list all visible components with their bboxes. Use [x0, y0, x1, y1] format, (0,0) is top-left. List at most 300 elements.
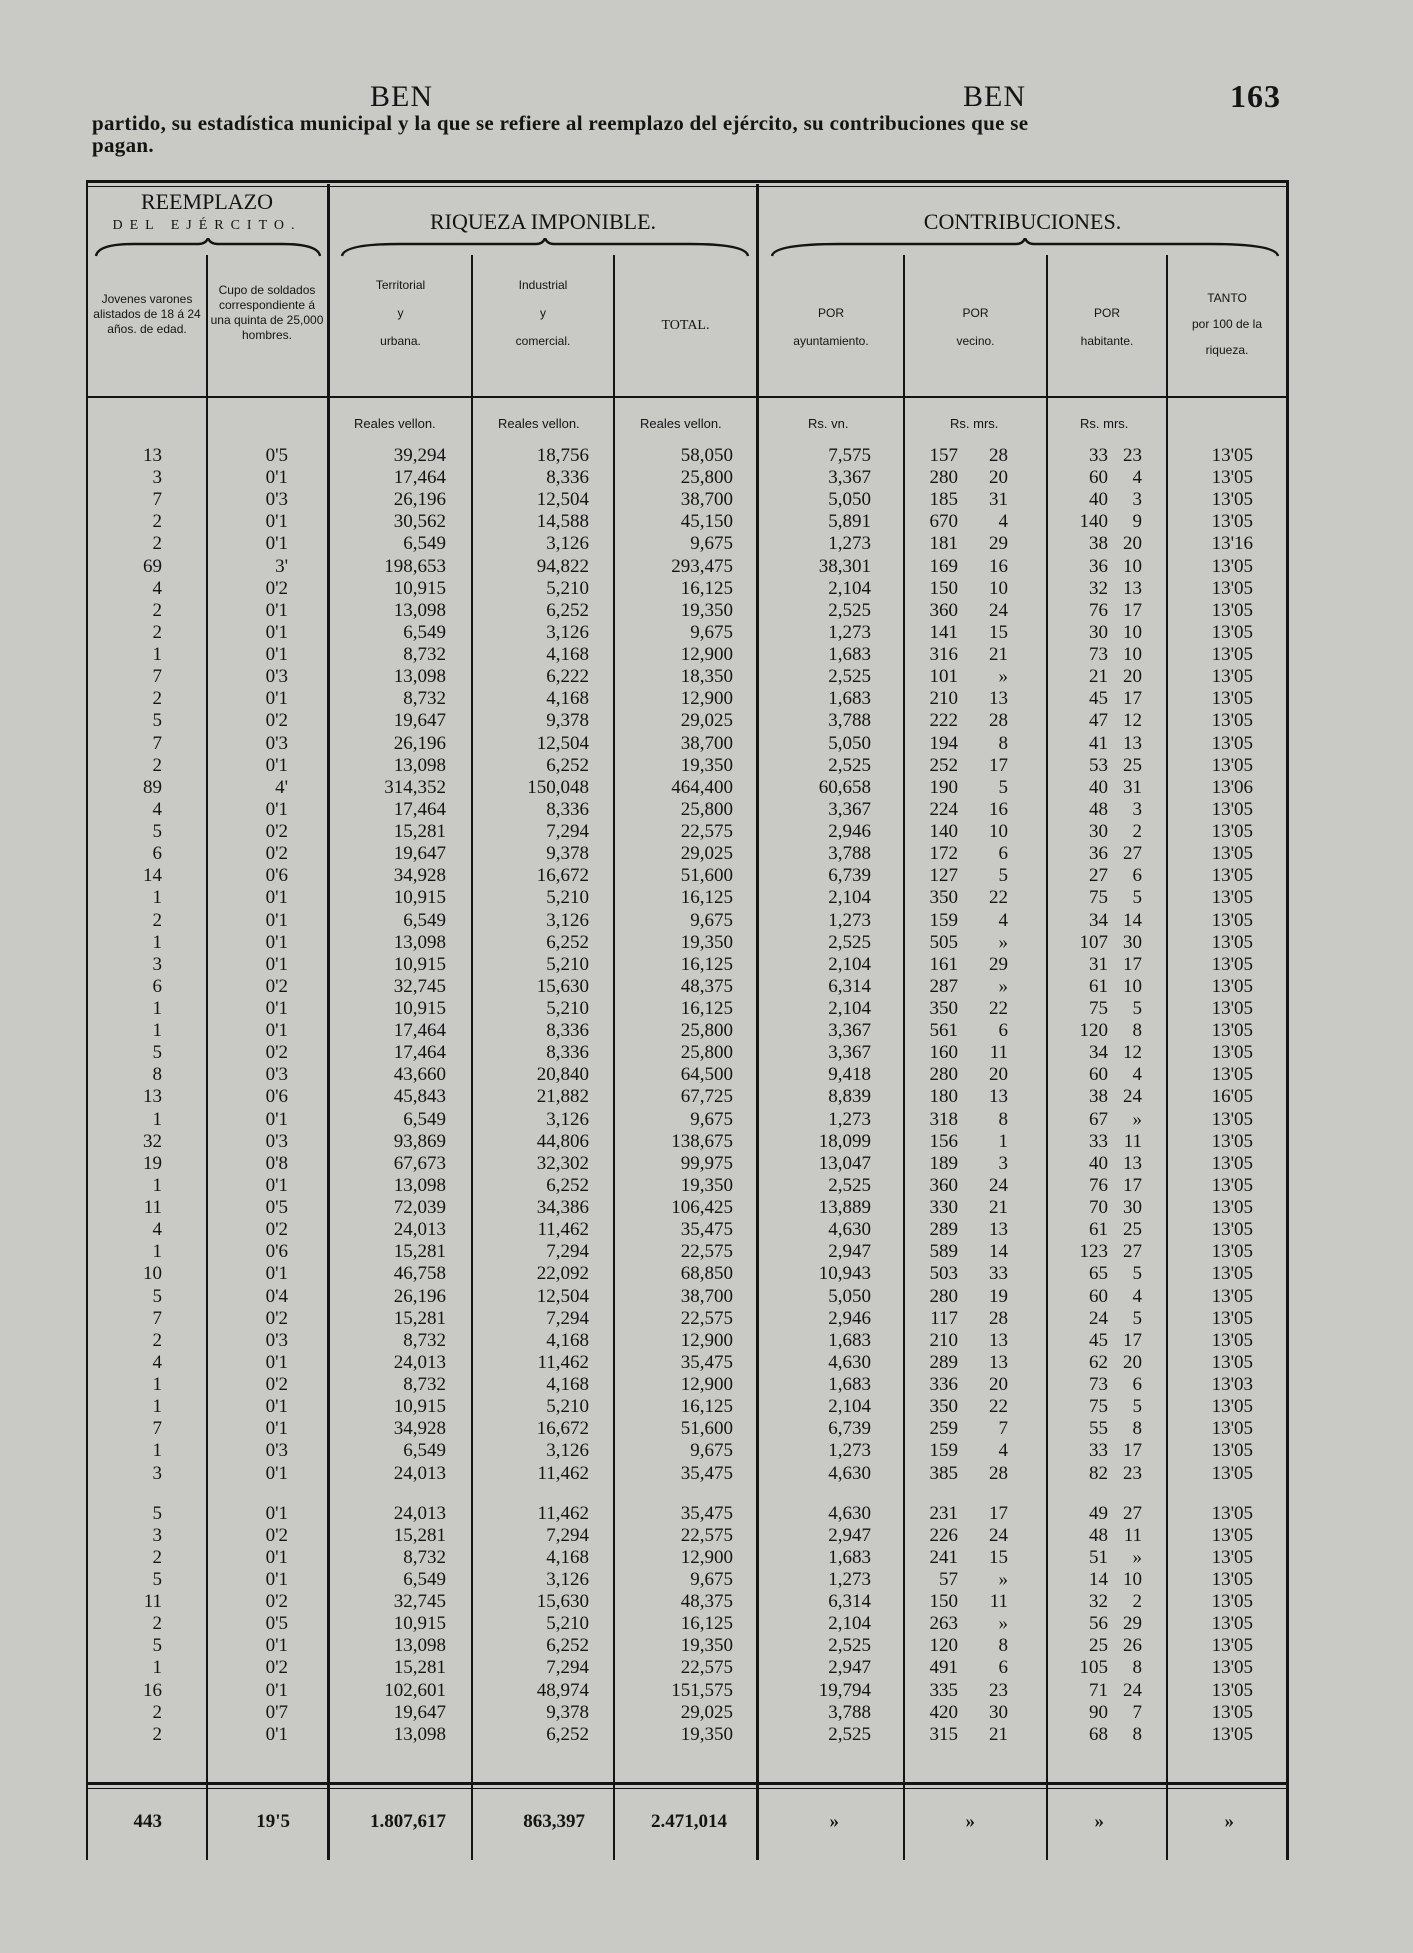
cell-industrial: 3,126 — [546, 1440, 589, 1462]
cell-tanto: 13'05 — [1211, 821, 1253, 843]
cell-cupo: 0'6 — [265, 1086, 288, 1108]
cell-jovenes: 2 — [152, 533, 162, 555]
cell-vecino-rs: 57 — [939, 1569, 958, 1590]
cell-territorial: 26,196 — [393, 732, 446, 754]
cell-vecino-rs: 589 — [929, 1241, 958, 1263]
cell-vecino-rs: 160 — [929, 1042, 958, 1064]
cell-jovenes: 1 — [152, 1440, 162, 1462]
cell-habitante-rs: 34 — [1089, 1042, 1108, 1064]
cell-total: 25,800 — [680, 1042, 733, 1064]
cell-jovenes: 2 — [152, 754, 162, 776]
cell-vecino-rs: 140 — [929, 821, 958, 843]
cell-total: 58,050 — [680, 445, 733, 466]
cell-vecino-rs: 101 — [929, 666, 958, 688]
cell-total: 9,675 — [690, 909, 733, 931]
cell-jovenes: 7 — [152, 1307, 162, 1329]
cell-habitante-mrs: 3 — [1132, 489, 1142, 511]
cell-ayuntamiento: 1,683 — [828, 1329, 871, 1351]
cell-tanto: 13'05 — [1211, 621, 1253, 643]
cell-vecino-rs: 157 — [929, 445, 958, 466]
cell-cupo: 0'1 — [265, 599, 288, 621]
cell-vecino-mrs: 17 — [989, 754, 1008, 776]
cell-total: 19,350 — [680, 599, 733, 621]
cell-habitante-rs: 25 — [1089, 1635, 1108, 1657]
cell-tanto: 13'05 — [1211, 599, 1253, 621]
running-head-left: BEN — [370, 80, 433, 113]
cell-jovenes: 5 — [152, 1635, 162, 1657]
cell-vecino-rs: 289 — [929, 1351, 958, 1373]
cell-territorial: 6,549 — [403, 909, 446, 931]
cell-jovenes: 11 — [143, 1591, 162, 1613]
cell-territorial: 26,196 — [393, 489, 446, 511]
cell-habitante-rs: 38 — [1089, 533, 1108, 555]
cell-industrial: 7,294 — [546, 821, 589, 843]
cell-habitante-mrs: 11 — [1123, 1524, 1142, 1546]
cell-habitante-rs: 65 — [1089, 1263, 1108, 1285]
cell-tanto: 13'05 — [1211, 975, 1253, 997]
cell-vecino-rs: 222 — [929, 710, 958, 732]
cell-jovenes: 13 — [143, 1086, 162, 1108]
cell-habitante-rs: 49 — [1089, 1502, 1108, 1524]
cell-vecino-rs: 289 — [929, 1219, 958, 1241]
cell-vecino-rs: 169 — [929, 555, 958, 577]
cell-territorial: 15,281 — [393, 1307, 446, 1329]
cell-jovenes: 8 — [152, 1064, 162, 1086]
header-bottom-rule — [86, 396, 1288, 398]
cell-habitante-rs: 33 — [1089, 1130, 1108, 1152]
cell-habitante-rs: 31 — [1089, 953, 1108, 975]
cell-habitante-rs: 40 — [1089, 776, 1108, 798]
cell-cupo: 4' — [275, 776, 288, 798]
cell-vecino-rs: 259 — [929, 1418, 958, 1440]
cell-ayuntamiento: 2,946 — [828, 1307, 871, 1329]
cell-vecino-rs: 350 — [929, 887, 958, 909]
cell-vecino-rs: 280 — [929, 1064, 958, 1086]
cell-industrial: 4,168 — [546, 1546, 589, 1568]
cell-tanto: 13'05 — [1211, 1462, 1253, 1484]
cell-tanto: 13'05 — [1211, 798, 1253, 820]
cell-territorial: 15,281 — [393, 1524, 446, 1546]
cell-vecino-mrs: 5 — [998, 776, 1008, 798]
cell-cupo: 0'1 — [265, 1263, 288, 1285]
cell-cupo: 0'1 — [265, 1174, 288, 1196]
cell-cupo: 0'1 — [265, 1635, 288, 1657]
cell-total: 25,800 — [680, 467, 733, 489]
cell-vecino-rs: 210 — [929, 1329, 958, 1351]
cell-tanto: 13'05 — [1211, 843, 1253, 865]
cell-industrial: 3,126 — [546, 621, 589, 643]
cell-habitante-mrs: 3 — [1132, 798, 1142, 820]
cell-cupo: 0'3 — [265, 1064, 288, 1086]
cell-total: 64,500 — [680, 1064, 733, 1086]
unit-total: Reales vellon. — [640, 416, 722, 431]
cell-territorial: 13,098 — [393, 1174, 446, 1196]
cell-vecino-mrs: 17 — [989, 1502, 1008, 1524]
cell-vecino-mrs: 3 — [998, 1152, 1008, 1174]
cell-total: 51,600 — [680, 865, 733, 887]
cell-jovenes: 19 — [143, 1152, 162, 1174]
cell-cupo: 0'5 — [265, 445, 288, 466]
group-riqueza: RIQUEZA IMPONIBLE. — [429, 209, 657, 234]
cell-tanto: 13'05 — [1211, 1723, 1253, 1745]
cell-ayuntamiento: 4,630 — [828, 1462, 871, 1484]
cell-tanto: 13'05 — [1211, 887, 1253, 909]
group-reemplazo-line1: REEMPLAZO — [141, 189, 273, 214]
cell-jovenes: 2 — [152, 1613, 162, 1635]
cell-total: 38,700 — [680, 732, 733, 754]
cell-cupo: 0'3 — [265, 489, 288, 511]
unit-territorial: Reales vellon. — [354, 416, 436, 431]
cell-vecino-mrs: 14 — [989, 1241, 1008, 1263]
cell-territorial: 102,601 — [384, 1679, 446, 1701]
group-contribuciones: CONTRIBUCIONES. — [923, 209, 1122, 234]
cell-tanto: 13'05 — [1211, 1396, 1253, 1418]
cell-habitante-mrs: 27 — [1123, 843, 1142, 865]
cell-vecino-rs: 159 — [929, 909, 958, 931]
cell-vecino-mrs: » — [998, 1613, 1008, 1635]
cell-total: 12,900 — [680, 1329, 733, 1351]
cell-total: 38,700 — [680, 489, 733, 511]
cell-habitante-mrs: 30 — [1123, 931, 1142, 953]
cell-jovenes: 1 — [152, 1020, 162, 1042]
cell-habitante-rs: 21 — [1089, 666, 1108, 688]
cell-vecino-mrs: 10 — [989, 821, 1008, 843]
cell-cupo: 0'2 — [265, 975, 288, 997]
cell-total: 67,725 — [680, 1086, 733, 1108]
cell-vecino-mrs: 31 — [989, 489, 1008, 511]
cell-ayuntamiento: 2,947 — [828, 1241, 871, 1263]
cell-industrial: 11,462 — [537, 1219, 589, 1241]
cell-habitante-mrs: 17 — [1123, 1329, 1142, 1351]
cell-tanto: 16'05 — [1211, 1086, 1253, 1108]
cell-habitante-rs: 47 — [1089, 710, 1108, 732]
cell-ayuntamiento: 2,946 — [828, 821, 871, 843]
cell-total: 45,150 — [680, 511, 733, 533]
cell-territorial: 30,562 — [393, 511, 446, 533]
cell-cupo: 0'3 — [265, 1329, 288, 1351]
cell-vecino-mrs: 7 — [998, 1418, 1008, 1440]
cell-ayuntamiento: 13,889 — [818, 1197, 871, 1219]
cell-cupo: 0'1 — [265, 931, 288, 953]
cell-ayuntamiento: 2,525 — [828, 599, 871, 621]
cell-vecino-rs: 210 — [929, 688, 958, 710]
cell-jovenes: 6 — [152, 975, 162, 997]
cell-vecino-mrs: 8 — [998, 1635, 1008, 1657]
cell-vecino-rs: 505 — [929, 931, 958, 953]
cell-habitante-rs: 40 — [1089, 1152, 1108, 1174]
cell-vecino-mrs: 19 — [989, 1285, 1008, 1307]
cell-jovenes: 2 — [152, 1329, 162, 1351]
cell-habitante-rs: 45 — [1089, 688, 1108, 710]
cell-total: 25,800 — [680, 1020, 733, 1042]
cell-tanto: 13'05 — [1211, 1418, 1253, 1440]
cell-total: 25,800 — [680, 798, 733, 820]
cell-industrial: 5,210 — [546, 1396, 589, 1418]
cell-habitante-rs: 32 — [1089, 1591, 1108, 1613]
cell-vecino-rs: 241 — [929, 1546, 958, 1568]
cell-ayuntamiento: 9,418 — [828, 1064, 871, 1086]
cell-territorial: 19,647 — [393, 710, 446, 732]
cell-industrial: 11,462 — [537, 1502, 589, 1524]
cell-vecino-rs: 330 — [929, 1197, 958, 1219]
cell-total: 29,025 — [680, 1701, 733, 1723]
cell-vecino-rs: 360 — [929, 1174, 958, 1196]
cell-tanto: 13'05 — [1211, 1329, 1253, 1351]
cell-ayuntamiento: 10,943 — [818, 1263, 871, 1285]
cell-total: 22,575 — [680, 1524, 733, 1546]
cell-industrial: 8,336 — [546, 467, 589, 489]
cell-cupo: 0'2 — [265, 1307, 288, 1329]
cell-ayuntamiento: 3,367 — [828, 1042, 871, 1064]
cell-total: 16,125 — [680, 887, 733, 909]
cell-industrial: 34,386 — [536, 1197, 589, 1219]
cell-habitante-rs: 51 — [1089, 1546, 1108, 1568]
cell-jovenes: 5 — [152, 1502, 162, 1524]
cell-cupo: 0'3 — [265, 1440, 288, 1462]
cell-ayuntamiento: 2,104 — [828, 998, 871, 1019]
cell-vecino-rs: 287 — [929, 975, 958, 997]
cell-industrial: 12,504 — [536, 1285, 589, 1307]
cell-cupo: 0'1 — [265, 1546, 288, 1568]
col-header-ayuntamiento: POR ayuntamiento. — [793, 306, 869, 348]
cell-habitante-mrs: 2 — [1132, 821, 1142, 843]
cell-territorial: 8,732 — [403, 1329, 446, 1351]
cell-cupo: 0'3 — [265, 732, 288, 754]
cell-habitante-mrs: 10 — [1123, 644, 1142, 666]
cell-habitante-mrs: 31 — [1123, 776, 1142, 798]
cell-territorial: 13,098 — [393, 754, 446, 776]
cell-jovenes: 5 — [152, 710, 162, 732]
cell-jovenes: 14 — [143, 865, 162, 887]
cell-tanto: 13'05 — [1211, 1569, 1253, 1590]
cell-vecino-mrs: 24 — [989, 599, 1008, 621]
cell-territorial: 15,281 — [393, 821, 446, 843]
cell-tanto: 13'05 — [1211, 666, 1253, 688]
cell-habitante-rs: 120 — [1079, 1020, 1108, 1042]
cell-ayuntamiento: 3,788 — [828, 843, 871, 865]
cell-vecino-mrs: 8 — [998, 732, 1008, 754]
cell-vecino-mrs: 6 — [998, 1020, 1008, 1042]
totals-rule-thin — [86, 1788, 1288, 1789]
cell-industrial: 8,336 — [546, 1042, 589, 1064]
cell-habitante-rs: 73 — [1089, 644, 1108, 666]
cell-habitante-mrs: 8 — [1132, 1418, 1142, 1440]
cell-jovenes: 2 — [152, 1701, 162, 1723]
col-header-territorial: Territorial y urbana. — [375, 278, 426, 348]
cell-cupo: 0'1 — [265, 644, 288, 666]
cell-tanto: 13'06 — [1211, 776, 1253, 798]
cell-ayuntamiento: 2,525 — [828, 666, 871, 688]
cell-tanto: 13'05 — [1211, 577, 1253, 599]
intro-text: partido, su estadística municipal y la que se refiere al reemplazo del ejército, su contribuciones que se pagan. — [92, 111, 1029, 157]
cell-ayuntamiento: 18,099 — [818, 1130, 871, 1152]
cell-cupo: 0'1 — [265, 1679, 288, 1701]
cell-tanto: 13'05 — [1211, 1524, 1253, 1546]
cell-ayuntamiento: 4,630 — [828, 1351, 871, 1373]
cell-industrial: 6,252 — [546, 754, 589, 776]
cell-ayuntamiento: 1,683 — [828, 688, 871, 710]
cell-vecino-mrs: 8 — [998, 1108, 1008, 1130]
table-top-rule-thin — [86, 186, 1288, 187]
cell-ayuntamiento: 3,788 — [828, 1701, 871, 1723]
cell-jovenes: 2 — [152, 621, 162, 643]
cell-tanto: 13'05 — [1211, 1020, 1253, 1042]
cell-tanto: 13'05 — [1211, 688, 1253, 710]
total-industrial: 863,397 — [523, 1811, 585, 1832]
cell-territorial: 24,013 — [393, 1351, 446, 1373]
cell-jovenes: 2 — [152, 688, 162, 710]
cell-territorial: 46,758 — [393, 1263, 446, 1285]
cell-jovenes: 2 — [152, 1546, 162, 1568]
cell-habitante-rs: 36 — [1089, 555, 1108, 577]
cell-habitante-mrs: 13 — [1123, 577, 1142, 599]
cell-industrial: 14,588 — [536, 511, 589, 533]
cell-total: 35,475 — [680, 1219, 733, 1241]
cell-total: 9,675 — [690, 533, 733, 555]
cell-jovenes: 16 — [143, 1679, 162, 1701]
cell-total: 12,900 — [680, 1374, 733, 1396]
cell-tanto: 13'05 — [1211, 445, 1253, 466]
cell-total: 19,350 — [680, 931, 733, 953]
cell-habitante-mrs: 10 — [1123, 1569, 1142, 1590]
cell-habitante-rs: 33 — [1089, 1440, 1108, 1462]
cell-vecino-mrs: 29 — [989, 953, 1008, 975]
total-jovenes: 443 — [133, 1811, 162, 1832]
cell-habitante-mrs: 12 — [1123, 710, 1142, 732]
cell-vecino-mrs: 20 — [989, 1064, 1008, 1086]
cell-habitante-rs: 75 — [1089, 1396, 1108, 1418]
cell-industrial: 3,126 — [546, 533, 589, 555]
cell-ayuntamiento: 3,367 — [828, 467, 871, 489]
cell-vecino-rs: 120 — [929, 1635, 958, 1657]
cell-habitante-rs: 33 — [1089, 445, 1108, 466]
cell-cupo: 0'7 — [265, 1701, 288, 1723]
cell-vecino-rs: 561 — [929, 1020, 958, 1042]
cell-vecino-rs: 336 — [929, 1374, 958, 1396]
cell-tanto: 13'05 — [1211, 1307, 1253, 1329]
cell-tanto: 13'05 — [1211, 489, 1253, 511]
cell-territorial: 13,098 — [393, 666, 446, 688]
cell-cupo: 0'5 — [265, 1197, 288, 1219]
cell-industrial: 11,462 — [537, 1351, 589, 1373]
cell-habitante-rs: 67 — [1089, 1108, 1108, 1130]
cell-ayuntamiento: 2,104 — [828, 953, 871, 975]
cell-vecino-rs: 252 — [929, 754, 958, 776]
cell-habitante-rs: 32 — [1089, 577, 1108, 599]
brace-riqueza-icon — [340, 238, 750, 260]
cell-habitante-mrs: 6 — [1132, 865, 1142, 887]
cell-total: 16,125 — [680, 953, 733, 975]
cell-vecino-mrs: 5 — [998, 865, 1008, 887]
cell-territorial: 19,647 — [393, 843, 446, 865]
cell-habitante-rs: 60 — [1089, 1285, 1108, 1307]
cell-ayuntamiento: 1,683 — [828, 1374, 871, 1396]
cell-industrial: 150,048 — [527, 776, 589, 798]
cell-vecino-mrs: 22 — [989, 998, 1008, 1019]
cell-cupo: 0'6 — [265, 865, 288, 887]
table-left-rule — [86, 180, 88, 1860]
cell-ayuntamiento: 1,273 — [828, 1440, 871, 1462]
cell-vecino-mrs: » — [998, 666, 1008, 688]
cell-ayuntamiento: 6,314 — [828, 1591, 871, 1613]
cell-cupo: 0'1 — [265, 1462, 288, 1484]
cell-ayuntamiento: 13,047 — [818, 1152, 871, 1174]
cell-industrial: 11,462 — [537, 1462, 589, 1484]
unit-ayuntamiento: Rs. vn. — [808, 416, 849, 431]
cell-cupo: 3' — [275, 555, 288, 577]
cell-territorial: 15,281 — [393, 1241, 446, 1263]
cell-vecino-mrs: » — [998, 1569, 1008, 1590]
cell-territorial: 17,464 — [393, 467, 446, 489]
cell-vecino-rs: 263 — [929, 1613, 958, 1635]
cell-ayuntamiento: 2,947 — [828, 1524, 871, 1546]
cell-cupo: 0'1 — [265, 1020, 288, 1042]
cell-territorial: 6,549 — [403, 1108, 446, 1130]
cell-vecino-mrs: 23 — [989, 1679, 1008, 1701]
cell-ayuntamiento: 5,050 — [828, 732, 871, 754]
cell-habitante-mrs: 24 — [1123, 1086, 1142, 1108]
total-vecino: » — [965, 1811, 975, 1832]
cell-total: 22,575 — [680, 1241, 733, 1263]
cell-total: 151,575 — [671, 1679, 733, 1701]
cell-vecino-mrs: 11 — [989, 1042, 1008, 1064]
cell-cupo: 0'2 — [265, 1042, 288, 1064]
cell-vecino-mrs: 13 — [989, 688, 1008, 710]
cell-tanto: 13'05 — [1211, 1130, 1253, 1152]
cell-habitante-mrs: 8 — [1132, 1723, 1142, 1745]
cell-vecino-mrs: 1 — [998, 1130, 1008, 1152]
cell-tanto: 13'05 — [1211, 1701, 1253, 1723]
cell-cupo: 0'2 — [265, 1591, 288, 1613]
cell-cupo: 0'2 — [265, 710, 288, 732]
cell-vecino-rs: 226 — [929, 1524, 958, 1546]
cell-jovenes: 7 — [152, 489, 162, 511]
cell-total: 16,125 — [680, 1396, 733, 1418]
cell-habitante-mrs: » — [1132, 1108, 1142, 1130]
cell-ayuntamiento: 4,630 — [828, 1502, 871, 1524]
cell-total: 16,125 — [680, 1613, 733, 1635]
cell-vecino-mrs: 4 — [998, 1440, 1008, 1462]
cell-habitante-mrs: 17 — [1123, 688, 1142, 710]
cell-habitante-rs: 61 — [1089, 1219, 1108, 1241]
cell-habitante-rs: 41 — [1089, 732, 1108, 754]
cell-total: 68,850 — [680, 1263, 733, 1285]
cell-territorial: 10,915 — [393, 1396, 446, 1418]
cell-habitante-rs: 24 — [1089, 1307, 1108, 1329]
cell-total: 38,700 — [680, 1285, 733, 1307]
cell-jovenes: 3 — [152, 467, 162, 489]
cell-total: 22,575 — [680, 821, 733, 843]
cell-habitante-mrs: 13 — [1123, 1152, 1142, 1174]
cell-tanto: 13'05 — [1211, 1241, 1253, 1263]
group-reemplazo-line2: DEL EJÉRCITO. — [112, 218, 302, 233]
cell-habitante-rs: 14 — [1089, 1569, 1108, 1590]
cell-vecino-mrs: 16 — [989, 798, 1008, 820]
cell-habitante-rs: 123 — [1079, 1241, 1108, 1263]
cell-industrial: 8,336 — [546, 798, 589, 820]
cell-jovenes: 5 — [152, 1285, 162, 1307]
cell-industrial: 15,630 — [536, 975, 589, 997]
cell-ayuntamiento: 60,658 — [818, 776, 871, 798]
cell-industrial: 6,252 — [546, 1723, 589, 1745]
cell-industrial: 5,210 — [546, 577, 589, 599]
cell-jovenes: 2 — [152, 909, 162, 931]
cell-vecino-mrs: 16 — [989, 555, 1008, 577]
cell-industrial: 32,302 — [536, 1152, 589, 1174]
cell-ayuntamiento: 5,891 — [828, 511, 871, 533]
cell-tanto: 13'05 — [1211, 1152, 1253, 1174]
cell-habitante-mrs: 12 — [1123, 1042, 1142, 1064]
